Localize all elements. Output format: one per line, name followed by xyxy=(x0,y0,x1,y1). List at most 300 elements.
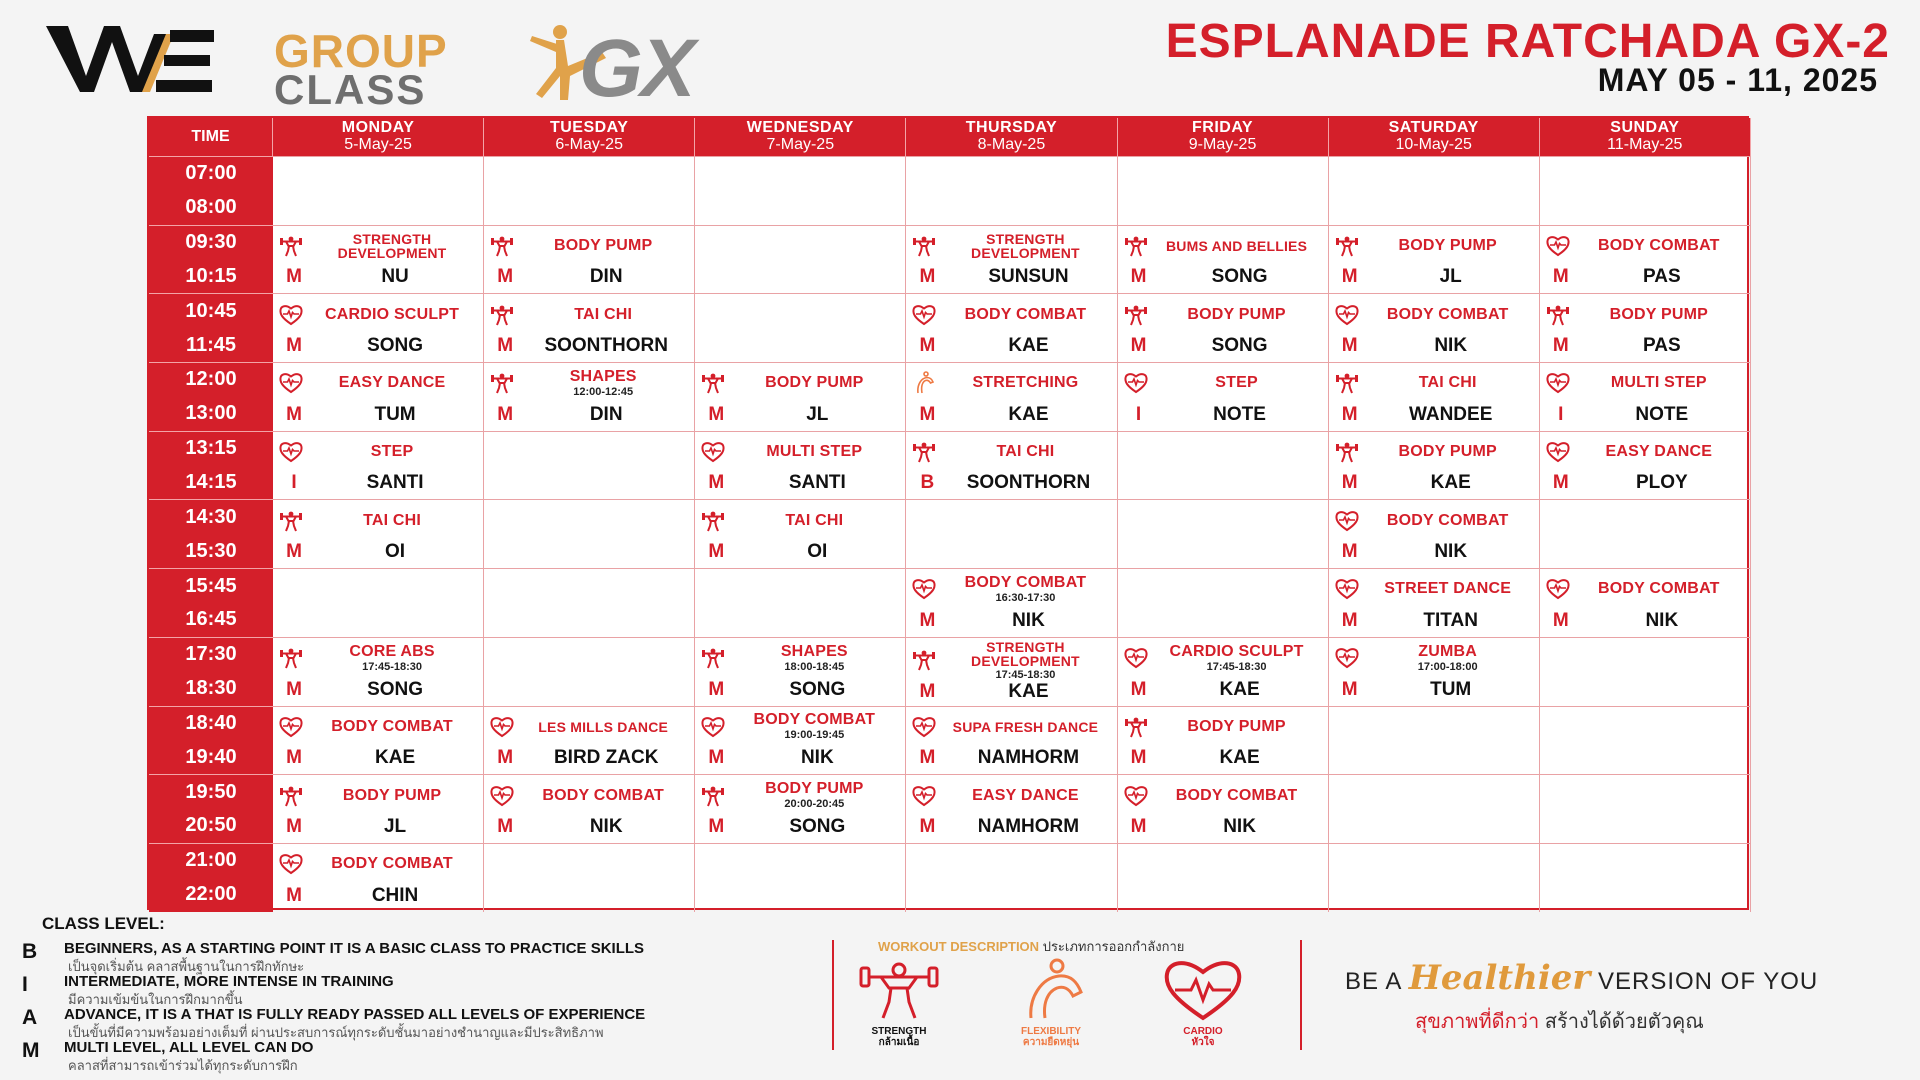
class-name-wrap xyxy=(727,375,901,391)
class-time: 20:00-20:45 xyxy=(784,798,845,811)
class-name-wrap xyxy=(938,640,1112,681)
class-meta xyxy=(1122,814,1324,840)
time-start: 13:15 xyxy=(185,437,237,460)
empty-cell xyxy=(1118,499,1329,568)
class-name: BODY PUMP xyxy=(553,237,653,255)
time-slot xyxy=(149,362,273,431)
instructor-name: SANTI xyxy=(366,472,424,494)
cardio-icon xyxy=(910,576,938,602)
time-end: 10:15 xyxy=(185,264,237,287)
cardio-icon xyxy=(1163,958,1243,1022)
class-name: STRENGTH DEVELOPMENT xyxy=(337,231,447,262)
class-info xyxy=(277,296,479,333)
class-name-wrap xyxy=(938,720,1112,734)
class-name-wrap xyxy=(305,232,479,260)
class-level: M xyxy=(1130,335,1147,357)
class-name-wrap xyxy=(1361,581,1535,597)
class-cell[interactable] xyxy=(1329,431,1540,500)
time-end: 15:30 xyxy=(185,539,237,562)
class-cell[interactable] xyxy=(906,637,1117,706)
class-name-wrap xyxy=(727,781,901,810)
cardio-label: CARDIO xyxy=(1183,1026,1223,1037)
instructor-name: KAE xyxy=(1008,403,1049,425)
class-cell[interactable] xyxy=(695,706,906,775)
strength-icon xyxy=(1544,302,1572,328)
class-schedule-table xyxy=(147,116,1749,910)
class-name-wrap xyxy=(305,644,479,673)
class-meta xyxy=(910,264,1112,290)
class-cell[interactable] xyxy=(906,293,1117,362)
time-start: 21:00 xyxy=(185,849,237,872)
class-name-wrap xyxy=(305,719,479,735)
strength-icon xyxy=(910,233,938,259)
time-slot xyxy=(149,225,273,294)
class-info xyxy=(1333,296,1535,333)
class-cell[interactable] xyxy=(273,225,484,294)
class-cell[interactable] xyxy=(1118,225,1329,294)
class-info xyxy=(1122,709,1324,746)
class-time: 17:45-18:30 xyxy=(1206,660,1267,673)
class-level: M xyxy=(919,266,936,288)
we-logo-icon xyxy=(46,24,216,94)
day-date: 10-May-25 xyxy=(1395,136,1472,153)
class-meta xyxy=(488,264,690,290)
class-meta xyxy=(488,814,690,840)
time-column-header: TIME xyxy=(149,118,273,156)
class-meta xyxy=(910,608,1112,634)
time-end: 22:00 xyxy=(185,883,237,906)
cardio-icon xyxy=(910,783,938,809)
instructor-name: NOTE xyxy=(1213,403,1266,425)
class-name-wrap xyxy=(305,375,479,391)
class-level: M xyxy=(286,541,302,563)
class-cell[interactable] xyxy=(273,843,484,912)
class-level: M xyxy=(708,472,725,494)
level-desc-m-th: คลาสที่สามารถเข้าร่วมได้ทุกระดับการฝึก xyxy=(68,1058,298,1073)
instructor-name: TUM xyxy=(1430,678,1472,700)
strength-icon xyxy=(277,645,305,671)
class-meta xyxy=(699,745,901,771)
class-name: BODY COMBAT xyxy=(1386,305,1509,323)
empty-cell xyxy=(1540,637,1751,706)
empty-cell xyxy=(1540,156,1751,225)
class-info xyxy=(1544,296,1746,333)
class-cell[interactable] xyxy=(1118,637,1329,706)
class-meta xyxy=(1122,677,1324,703)
instructor-name: NIK xyxy=(800,747,834,769)
class-name: SUPA FRESH DANCE xyxy=(952,718,1099,735)
class-cell[interactable] xyxy=(906,774,1117,843)
strength-icon xyxy=(1122,302,1150,328)
empty-cell xyxy=(1329,156,1540,225)
class-info xyxy=(277,777,479,814)
class-level: M xyxy=(286,884,302,906)
class-name-wrap xyxy=(1361,644,1535,673)
class-cell[interactable] xyxy=(695,637,906,706)
class-meta xyxy=(488,745,690,771)
empty-cell xyxy=(273,156,484,225)
class-name-wrap xyxy=(305,856,479,872)
class-name-wrap xyxy=(938,307,1112,323)
class-info xyxy=(277,434,479,471)
instructor-name: SONG xyxy=(789,678,846,700)
class-cell[interactable] xyxy=(1329,293,1540,362)
class-info xyxy=(910,640,1112,681)
class-name: STREET DANCE xyxy=(1384,580,1512,598)
time-slot xyxy=(149,293,273,362)
cardio-icon xyxy=(1333,302,1361,328)
class-level: M xyxy=(708,541,725,563)
class-cell[interactable] xyxy=(1329,499,1540,568)
slogan-th-rest: สร้างได้ด้วยตัวคุณ xyxy=(1539,1011,1704,1033)
class-name-wrap xyxy=(516,238,690,254)
class-cell[interactable] xyxy=(695,362,906,431)
instructor-name: OI xyxy=(807,541,828,563)
class-name: BUMS AND BELLIES xyxy=(1165,238,1308,255)
class-level: M xyxy=(708,678,725,700)
class-cell[interactable] xyxy=(906,225,1117,294)
empty-cell xyxy=(695,156,906,225)
instructor-name: DIN xyxy=(589,403,623,425)
class-level: M xyxy=(1552,335,1569,357)
class-info xyxy=(1122,777,1324,814)
class-cell[interactable] xyxy=(1118,293,1329,362)
class-cell[interactable] xyxy=(484,293,695,362)
strength-icon xyxy=(1333,370,1361,396)
instructor-name: NIK xyxy=(1434,541,1468,563)
day-name: WEDNESDAY xyxy=(746,119,854,137)
class-cell[interactable] xyxy=(1118,774,1329,843)
time-start: 17:30 xyxy=(185,643,237,666)
class-name-wrap xyxy=(938,575,1112,604)
class-meta xyxy=(1544,264,1746,290)
class-name-wrap xyxy=(938,444,1112,460)
empty-cell xyxy=(906,843,1117,912)
instructor-name: KAE xyxy=(1219,747,1260,769)
empty-cell xyxy=(1118,568,1329,637)
class-level: M xyxy=(919,609,936,631)
day-header-monday xyxy=(273,118,484,156)
level-desc-b-th: เป็นจุดเริ่มต้น คลาสพื้นฐานในการฝึกทักษะ xyxy=(68,959,305,974)
day-date: 5-May-25 xyxy=(344,136,412,153)
class-time: 17:45-18:30 xyxy=(995,668,1056,681)
class-name: BODY PUMP xyxy=(1187,717,1286,735)
class-info xyxy=(488,296,690,333)
class-cell[interactable] xyxy=(1118,362,1329,431)
cardio-icon xyxy=(488,783,516,809)
class-cell[interactable] xyxy=(1329,637,1540,706)
instructor-name: SOONTHORN xyxy=(966,472,1091,494)
instructor-name: NIK xyxy=(1223,815,1256,837)
class-name-wrap xyxy=(1150,375,1324,391)
cardio-icon xyxy=(910,714,938,740)
class-info xyxy=(910,434,1112,471)
class-meta xyxy=(277,402,479,428)
class-meta xyxy=(277,470,479,496)
class-level: M xyxy=(1552,609,1569,631)
class-name: BODY PUMP xyxy=(1398,237,1497,255)
time-start: 18:40 xyxy=(185,711,237,734)
class-name-wrap xyxy=(727,644,901,673)
instructor-name: KAE xyxy=(1008,680,1049,702)
class-name-wrap xyxy=(516,369,690,398)
workout-description-title xyxy=(878,936,1184,957)
class-cell[interactable] xyxy=(695,431,906,500)
empty-cell xyxy=(1540,774,1751,843)
class-name-wrap xyxy=(1572,375,1746,391)
instructor-name: KAE xyxy=(1008,335,1049,357)
cardio-icon xyxy=(1544,370,1572,396)
time-end: 14:15 xyxy=(185,471,237,494)
workout-cardio xyxy=(1148,958,1258,1048)
class-level: M xyxy=(1341,266,1358,288)
class-level: M xyxy=(497,335,514,357)
class-level: M xyxy=(286,815,302,837)
class-name-wrap xyxy=(938,788,1112,804)
location-title: ESPLANADE RATCHADA GX-2 xyxy=(1165,15,1890,68)
class-name-wrap xyxy=(516,720,690,734)
class-info xyxy=(699,434,901,471)
slogan-post: VERSION OF YOU xyxy=(1590,968,1819,995)
workout-flexibility xyxy=(996,958,1106,1048)
strength-icon xyxy=(1333,233,1361,259)
time-slot xyxy=(149,843,273,912)
class-time: 18:00-18:45 xyxy=(784,660,845,673)
class-meta xyxy=(1122,402,1324,428)
class-meta xyxy=(910,745,1112,771)
class-name-wrap xyxy=(1150,719,1324,735)
day-date: 11-May-25 xyxy=(1607,136,1683,153)
class-cell[interactable] xyxy=(484,774,695,843)
class-level: M xyxy=(1130,266,1147,288)
class-meta xyxy=(1333,608,1535,634)
day-header-saturday xyxy=(1329,118,1540,156)
class-name-wrap xyxy=(516,788,690,804)
strength-icon xyxy=(910,647,938,673)
day-date: 8-May-25 xyxy=(977,136,1046,153)
cardio-icon xyxy=(1544,439,1572,465)
instructor-name: JL xyxy=(1439,266,1462,288)
class-level-title: CLASS LEVEL: xyxy=(42,914,165,933)
class-level: M xyxy=(919,680,936,702)
empty-cell xyxy=(484,637,695,706)
class-level: M xyxy=(286,335,302,357)
slogan-th-highlight: สุขภาพที่ดีกว่า xyxy=(1415,1011,1540,1033)
class-cell[interactable] xyxy=(1118,706,1329,775)
class-level: M xyxy=(1130,678,1147,700)
instructor-name: PLOY xyxy=(1635,472,1688,494)
class-cell[interactable] xyxy=(273,706,484,775)
class-cell[interactable] xyxy=(273,362,484,431)
class-info xyxy=(699,709,901,746)
day-name: SUNDAY xyxy=(1610,119,1680,137)
instructor-name: NOTE xyxy=(1635,403,1689,425)
strength-icon xyxy=(277,783,305,809)
class-name: TAI CHI xyxy=(1418,374,1477,392)
class-info xyxy=(699,502,901,539)
strength-icon xyxy=(1122,233,1150,259)
class-name-wrap xyxy=(1150,788,1324,804)
class-info xyxy=(277,228,479,265)
time-slot xyxy=(149,774,273,843)
class-name-wrap xyxy=(305,788,479,804)
class-name: LES MILLS DANCE xyxy=(538,718,669,735)
class-time: 12:00-12:45 xyxy=(573,385,634,398)
instructor-name: JL xyxy=(383,815,407,837)
class-cell[interactable] xyxy=(695,499,906,568)
class-info xyxy=(1333,228,1535,265)
time-start: 15:45 xyxy=(185,574,237,597)
level-desc-a: ADVANCE, IT IS A THAT IS FULLY READY PASSED ALL LEVELS OF EXPERIENCE xyxy=(64,1006,646,1023)
class-name-wrap xyxy=(1572,581,1746,597)
class-cell[interactable] xyxy=(273,637,484,706)
class-info xyxy=(1122,228,1324,265)
cardio-icon xyxy=(1122,783,1150,809)
class-info xyxy=(488,777,690,814)
class-cell[interactable] xyxy=(1540,431,1751,500)
class-cell[interactable] xyxy=(1329,362,1540,431)
class-cell[interactable] xyxy=(1329,225,1540,294)
instructor-name: NIK xyxy=(1645,609,1679,631)
strength-icon xyxy=(699,645,727,671)
class-cell[interactable] xyxy=(1540,568,1751,637)
class-cell[interactable] xyxy=(906,568,1117,637)
class-info xyxy=(910,571,1112,608)
flexibility-label-th: ความยืดหยุ่น xyxy=(1022,1036,1080,1048)
empty-cell xyxy=(1329,843,1540,912)
empty-cell xyxy=(1118,843,1329,912)
class-name: TAI CHI xyxy=(996,443,1055,461)
slogan xyxy=(1345,958,1818,998)
class-level: M xyxy=(1341,335,1358,357)
class-name: BODY COMBAT xyxy=(1175,786,1298,804)
class-cell[interactable] xyxy=(273,499,484,568)
class-name: CARDIO SCULPT xyxy=(1169,642,1304,660)
instructor-name: SONG xyxy=(367,335,424,357)
class-name: SHAPES xyxy=(569,367,637,385)
class-name-wrap xyxy=(938,232,1112,260)
class-cell[interactable] xyxy=(695,774,906,843)
slogan-script: Healthier xyxy=(1408,958,1591,998)
time-start: 09:30 xyxy=(185,231,237,254)
time-slot xyxy=(149,156,273,225)
cardio-icon xyxy=(1333,508,1361,534)
time-end: 18:30 xyxy=(185,677,237,700)
cardio-icon xyxy=(910,302,938,328)
instructor-name: SUNSUN xyxy=(988,266,1069,288)
class-name-wrap xyxy=(1361,375,1535,391)
class-name: TAI CHI xyxy=(574,305,633,323)
cardio-icon xyxy=(277,302,305,328)
workout-strength xyxy=(844,958,954,1048)
class-info xyxy=(699,365,901,402)
class-info xyxy=(1544,571,1746,608)
class-name-wrap xyxy=(1361,307,1535,323)
class-cell[interactable] xyxy=(484,225,695,294)
class-info xyxy=(1122,365,1324,402)
class-info xyxy=(1544,365,1746,402)
class-cell[interactable] xyxy=(484,362,695,431)
class-cell[interactable] xyxy=(1540,362,1751,431)
class-name-wrap xyxy=(727,513,901,529)
class-meta xyxy=(1122,745,1324,771)
cardio-icon xyxy=(277,370,305,396)
class-name-wrap xyxy=(305,513,479,529)
strength-icon xyxy=(1122,714,1150,740)
class-name: BODY PUMP xyxy=(1609,305,1709,323)
level-letter-i: I xyxy=(22,973,28,996)
class-name: MULTI STEP xyxy=(766,443,863,461)
class-name-wrap xyxy=(1361,513,1535,529)
class-name-wrap xyxy=(727,444,901,460)
instructor-name: NAMHORM xyxy=(977,747,1080,769)
brand-logo xyxy=(46,22,746,114)
instructor-name: NU xyxy=(381,266,409,288)
cardio-icon xyxy=(277,851,305,877)
class-name-wrap xyxy=(727,712,901,741)
instructor-name: SONG xyxy=(1211,335,1268,357)
instructor-name: KAE xyxy=(375,747,416,769)
day-date: 9-May-25 xyxy=(1188,136,1257,153)
class-cell[interactable] xyxy=(906,706,1117,775)
class-cell[interactable] xyxy=(906,362,1117,431)
class-name: BODY PUMP xyxy=(765,780,864,798)
class-cell[interactable] xyxy=(1540,225,1751,294)
class-name: BODY COMBAT xyxy=(542,786,664,804)
slogan-th xyxy=(1415,1005,1704,1037)
class-level: M xyxy=(1130,815,1147,837)
level-desc-a-th: เป็นขั้นที่มีความพร้อมอย่างเต็มที่ ผ่านประสบการณ์ทุกระดับชั้นมาอย่างชำนาญและมีประสิทธิภาพ xyxy=(68,1025,604,1040)
class-level: M xyxy=(919,815,936,837)
class-meta xyxy=(910,681,1112,703)
class-cell[interactable] xyxy=(906,431,1117,500)
class-cell[interactable] xyxy=(273,293,484,362)
class-info xyxy=(488,365,690,402)
class-name-wrap xyxy=(1150,307,1324,323)
class-level: M xyxy=(919,403,936,425)
instructor-name: NIK xyxy=(1434,335,1468,357)
class-cell[interactable] xyxy=(1540,293,1751,362)
class-info xyxy=(488,709,690,746)
class-name: BODY COMBAT xyxy=(964,573,1087,591)
level-letter-m: M xyxy=(22,1039,40,1062)
empty-cell xyxy=(273,568,484,637)
class-info xyxy=(277,709,479,746)
time-slot xyxy=(149,706,273,775)
class-cell[interactable] xyxy=(273,431,484,500)
day-name: FRIDAY xyxy=(1192,119,1254,137)
class-info xyxy=(488,228,690,265)
class-name-wrap xyxy=(1150,644,1324,673)
time-slot xyxy=(149,637,273,706)
instructor-name: NAMHORM xyxy=(977,815,1080,837)
time-slot xyxy=(149,568,273,637)
class-name: BODY PUMP xyxy=(1398,443,1497,461)
class-meta xyxy=(1333,677,1535,703)
class-cell[interactable] xyxy=(484,706,695,775)
class-name: BODY PUMP xyxy=(342,786,442,804)
class-time: 17:45-18:30 xyxy=(362,660,423,673)
time-start: 12:00 xyxy=(185,368,237,391)
class-name: STRENGTH DEVELOPMENT xyxy=(971,231,1080,262)
class-level: M xyxy=(1341,678,1358,700)
empty-cell xyxy=(695,568,906,637)
class-cell[interactable] xyxy=(1329,568,1540,637)
instructor-name: NIK xyxy=(1012,609,1045,631)
strength-icon xyxy=(488,302,516,328)
class-cell[interactable] xyxy=(273,774,484,843)
time-start: 14:30 xyxy=(185,505,237,528)
